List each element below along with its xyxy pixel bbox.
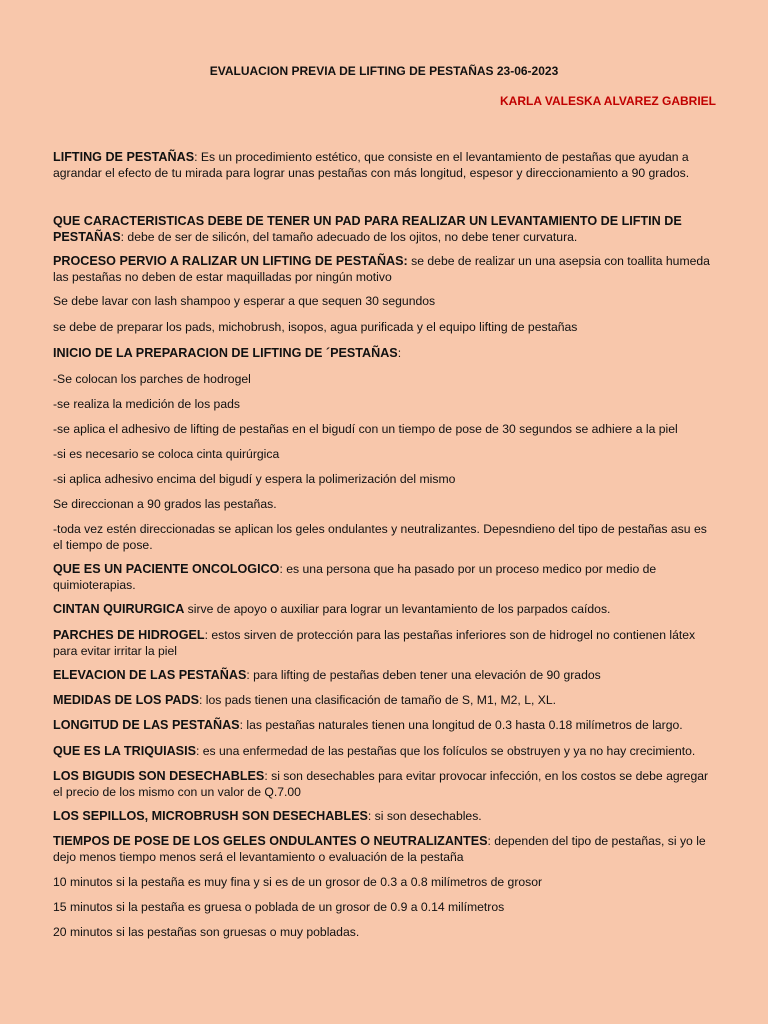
paragraph-trichiasis: QUE ES LA TRIQUIASIS: es una enfermedad de las pestañas que los folículos se obstruyen y ya no hay crecimiento. [53, 744, 696, 758]
paragraph-pad-sizes: MEDIDAS DE LOS PADS: los pads tienen una clasificación de tamaño de S, M1, M2, L, XL. [53, 693, 557, 707]
list-item-20-minutes: 20 minutos si las pestañas son gruesas o muy pobladas. [53, 925, 360, 939]
paragraph-lifting: LIFTING DE PESTAÑAS: Es un procedimiento estético, que consiste en el levantamiento de pestañas que ayudan a agrandar el efecto de tu mirada para lograr unas pestañas con más longitud, espesor y direccionamiento a 90 grados. [53, 150, 690, 180]
list-item-surgical-tape: -si es necesario se coloca cinta quirúrgica [53, 447, 280, 461]
paragraph-oncology-patient: QUE ES UN PACIENTE ONCOLOGICO: es una persona que ha pasado por un proceso medico por medio de quimioterapias. [53, 562, 657, 592]
paragraph-lash-length: LONGITUD DE LAS PESTAÑAS: las pestañas naturales tienen una longitud de 0.3 hasta 0.18 milímetros de largo. [53, 718, 683, 732]
paragraph-brushes: LOS SEPILLOS, MICROBRUSH SON DESECHABLES: si son desechables. [53, 809, 482, 823]
paragraph-pad-characteristics: QUE CARACTERISTICAS DEBE DE TENER UN PAD PARA REALIZAR UN LEVANTAMIENTO DE LIFTIN DE PESTAÑAS: debe de ser de silicón, del tamaño adecuado de los ojitos, no debe tener curvatura. [53, 214, 682, 244]
paragraph-preparation-start: INICIO DE LA PREPARACION DE LIFTING DE ´PESTAÑAS: [53, 346, 402, 360]
list-item-direction: Se direccionan a 90 grados las pestañas. [53, 497, 277, 511]
list-item-hydrogel-patches: -Se colocan los parches de hodrogel [53, 372, 251, 386]
paragraph-prepare-pads: se debe de preparar los pads, michobrush, isopos, agua purificada y el equipo lifting de pestañas [53, 320, 578, 334]
list-item-gels: -toda vez estén direccionadas se aplican los geles ondulantes y neutralizantes. Depesndieno del tipo de pestañas asu es el tiempo de pose. [53, 522, 707, 552]
paragraph-bigudis: LOS BIGUDIS SON DESECHABLES: si son desechables para evitar provocar infección, en los costos se debe agregar el precio de los mismo con un valor de Q.7.00 [53, 769, 709, 799]
paragraph-pose-times: TIEMPOS DE POSE DE LOS GELES ONDULANTES O NEUTRALIZANTES: dependen del tipo de pestañas, si yo le dejo menos tiempo menos será el levantamiento o evaluación de la pestaña [53, 834, 706, 864]
document-title: EVALUACION PREVIA DE LIFTING DE PESTAÑAS 23-06-2023 [209, 64, 559, 78]
list-item-15-minutes: 15 minutos si la pestaña es gruesa o poblada de un grosor de 0.9 a 0.14 milímetros [53, 900, 505, 914]
paragraph-elevation: ELEVACION DE LAS PESTAÑAS: para lifting de pestañas deben tener una elevación de 90 grados [53, 668, 601, 682]
paragraph-previous-process: PROCESO PERVIO A RALIZAR UN LIFTING DE PESTAÑAS: se debe de realizar un una asepsia con toallita humeda las pestañas no deben de estar maquilladas por ningún motivo [53, 254, 710, 284]
paragraph-surgical-tape: CINTAN QUIRURGICA sirve de apoyo o auxiliar para lograr un levantamiento de los parpados caídos. [53, 602, 611, 616]
list-item-polymerization: -si aplica adhesivo encima del bigudí y espera la polimerización del mismo [53, 472, 456, 486]
paragraph-hydrogel: PARCHES DE HIDROGEL: estos sirven de protección para las pestañas inferiores son de hidrogel no contienen látex para evitar irritar la piel [53, 628, 696, 658]
paragraph-lash-shampoo: Se debe lavar con lash shampoo y esperar a que sequen 30 segundos [53, 294, 436, 308]
list-item-10-minutes: 10 minutos si la pestaña es muy fina y si es de un grosor de 0.3 a 0.8 milímetros de grosor [53, 875, 543, 889]
author-name: KARLA VALESKA ALVAREZ GABRIEL [500, 94, 716, 108]
list-item-adhesive: -se aplica el adhesivo de lifting de pestañas en el bigudí con un tiempo de pose de 30 segundos se adhiere a la piel [53, 422, 678, 436]
list-item-pad-measure: -se realiza la medición de los pads [53, 397, 240, 411]
